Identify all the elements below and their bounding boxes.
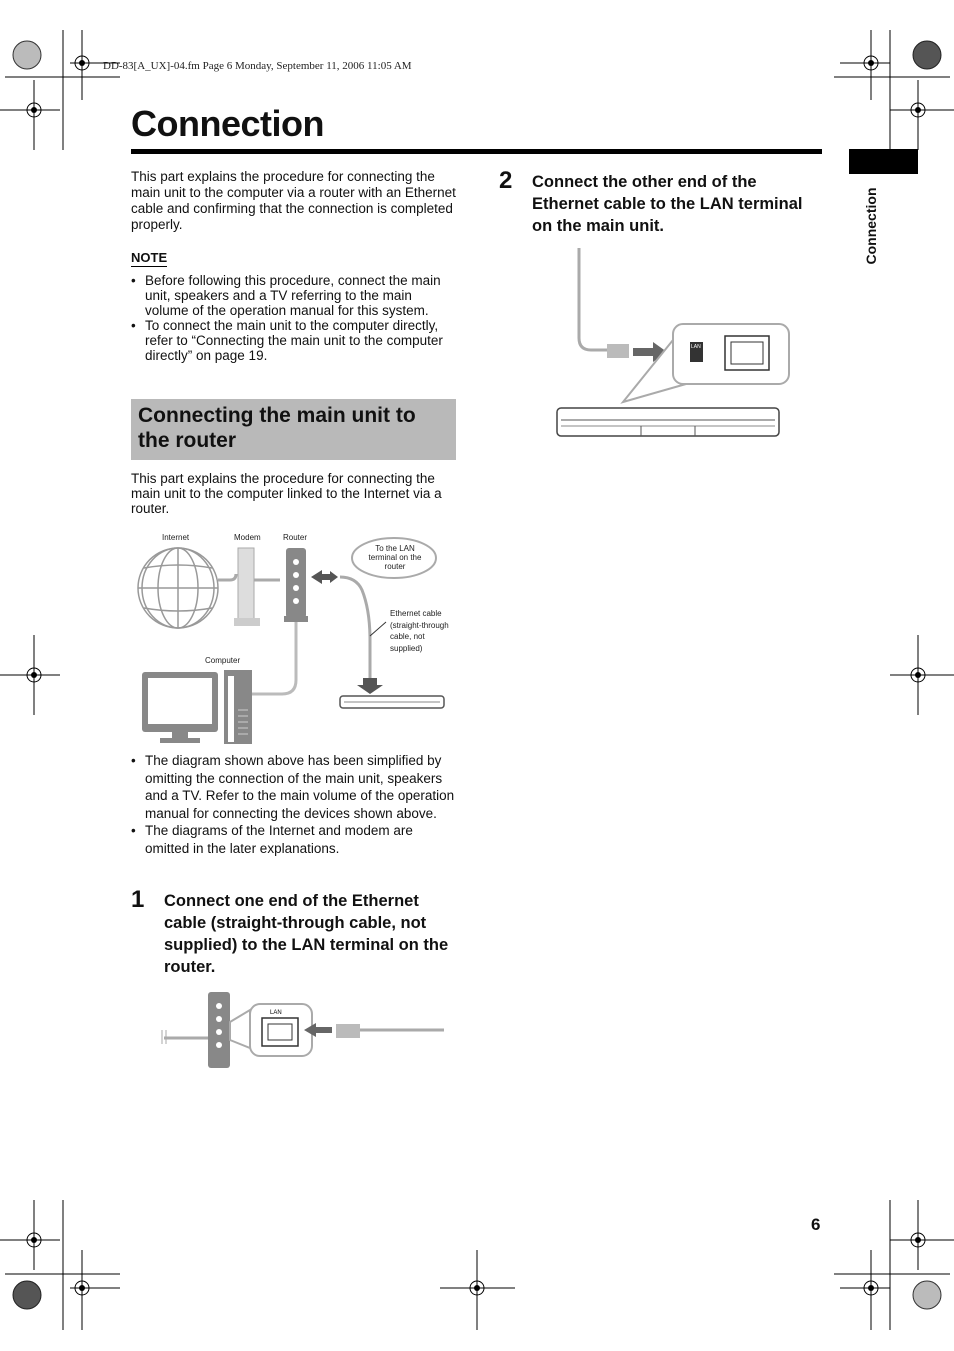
main-unit-icon xyxy=(340,696,444,708)
side-tab-label: Connection xyxy=(863,187,879,265)
modem-icon xyxy=(238,548,254,620)
step2-number: 2 xyxy=(499,167,513,194)
lan-badge: LAN xyxy=(691,344,701,350)
computer-icon xyxy=(142,670,252,744)
side-tab xyxy=(849,149,918,174)
diagram-note-item: • The diagrams of the Internet and modem are omitted in the later explanations. xyxy=(131,822,456,857)
cable-label: Ethernet cable (straight-through cable, not supplied) xyxy=(390,609,449,653)
globe-icon xyxy=(138,548,218,628)
main-unit-icon xyxy=(557,408,779,436)
lan-callout-label: To the LAN terminal on the router xyxy=(368,544,422,571)
section-intro: This part explains the procedure for connecting the main unit to the computer linked to the Internet via a router. xyxy=(131,471,442,516)
modem-label: Modem xyxy=(234,533,261,542)
router-label: Router xyxy=(283,533,308,542)
computer-label: Computer xyxy=(205,656,241,665)
page-title: Connection xyxy=(131,103,324,144)
note-heading: NOTE xyxy=(131,250,168,265)
lan-callout-bubble xyxy=(352,538,436,578)
step1-text: Connect one end of the Ethernet cable (straight-through cable, not supplied) to the LAN terminal on the router. xyxy=(164,892,449,976)
lan-port-icon xyxy=(725,336,769,370)
connection-diagram xyxy=(130,530,460,750)
step2-text: Connect the other end of the Ethernet cable to the LAN terminal on the main unit. xyxy=(532,173,803,235)
intro-paragraph: This part explains the procedure for connecting the main unit to the computer via a router with an Ethernet cable and confirming that the connection is completed properly. xyxy=(131,169,456,232)
step1-illustration xyxy=(156,988,446,1070)
note-item: • To connect the main unit to the computer directly, refer to “Connecting the main unit to the computer directly” on page 19. xyxy=(131,318,456,363)
lan-port-icon xyxy=(262,1018,298,1046)
note-item: • Before following this procedure, connect the main unit, speakers and a TV referring to the main volume of the operation manual for this system. xyxy=(131,273,456,318)
file-header: DD-83[A_UX]-04.fm Page 6 Monday, September 11, 2006 11:05 AM xyxy=(103,60,412,72)
section-heading: Connecting the main unit to the router xyxy=(138,404,416,452)
step1-number: 1 xyxy=(131,886,145,913)
router-icon xyxy=(286,548,306,618)
diagram-notes xyxy=(131,752,456,857)
arrow-to-main-unit xyxy=(357,678,383,694)
lan-badge: LAN xyxy=(270,1010,282,1016)
step2-illustration xyxy=(553,242,793,442)
title-rule xyxy=(131,149,822,154)
note-list xyxy=(131,273,456,363)
page-number: 6 xyxy=(811,1215,821,1234)
diagram-note-item: • The diagram shown above has been simplified by omitting the connection of the main unit, speakers and a TV. Refer to the main volume of the operation manual for connecting the devices shown above. xyxy=(131,752,456,822)
internet-label: Internet xyxy=(162,533,190,542)
